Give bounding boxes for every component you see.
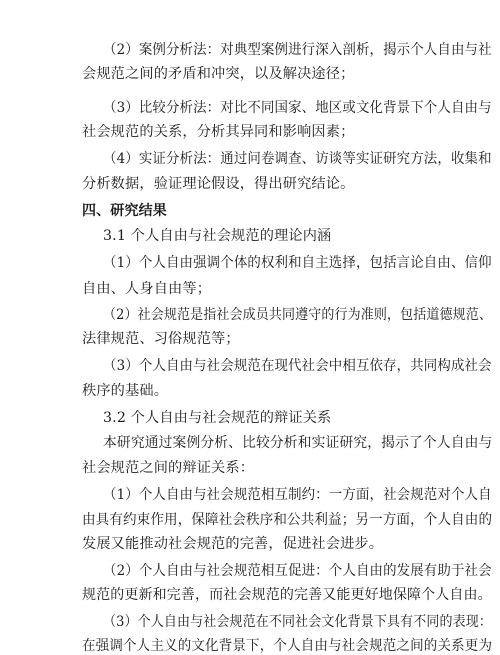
paragraph-line: 法律规范、习俗规范等；: [82, 331, 240, 347]
subsection-heading: 3.2 个人自由与社会规范的辩证关系: [103, 410, 332, 426]
paragraph-line: 自由、人身自由等；: [82, 281, 212, 297]
paragraph-line: 由具有约束作用，保障社会秩序和公共利益；另一方面，个人自由的: [82, 512, 493, 528]
paragraph-line: 会规范之间的矛盾和冲突，以及解决途径；: [82, 66, 355, 82]
paragraph-line: （2）个人自由与社会规范相互促进：个人自由的发展有助于社会: [103, 563, 492, 579]
subsection-heading: 3.1 个人自由与社会规范的理论内涵: [103, 228, 332, 244]
paragraph-line: 分析数据，验证理论假设，得出研究结论。: [82, 176, 355, 192]
paragraph-line: 规范的更新和完善，而社会规范的完善又能更好地保障个人自由。: [82, 587, 492, 603]
paragraph-line: 社会规范之间的辩证关系：: [82, 460, 255, 476]
paragraph-line: 秩序的基础。: [82, 383, 169, 399]
paragraph-line: （3）个人自由与社会规范在不同社会文化背景下具有不同的表现：: [103, 614, 492, 630]
paragraph-line: （3）个人自由与社会规范在现代社会中相互依存，共同构成社会: [103, 358, 492, 374]
section-heading: 四、研究结果: [82, 203, 167, 219]
paragraph-line: 在强调个人主义的文化背景下，个人自由与社会规范之间的关系更为: [82, 638, 493, 654]
paragraph-line: （4）实证分析法：通过问卷调查、访谈等实证研究方法，收集和: [103, 151, 492, 167]
paragraph-line: （3）比较分析法：对比不同国家、地区或文化背景下个人自由与: [103, 100, 492, 116]
paragraph-line: 发展又能推动社会规范的完善，促进社会进步。: [82, 536, 384, 552]
paragraph-line: （1）个人自由与社会规范相互制约：一方面，社会规范对个人自: [103, 487, 492, 503]
paragraph-line: （1）个人自由强调个体的权利和自主选择，包括言论自由、信仰: [103, 255, 492, 271]
paragraph-line: （2）案例分析法：对典型案例进行深入剖析，揭示个人自由与社: [103, 42, 492, 58]
paragraph-line: 社会规范的关系，分析其异同和影响因素；: [82, 124, 355, 140]
paragraph-line: （2）社会规范是指社会成员共同遵守的行为准则，包括道德规范、: [103, 307, 492, 323]
paragraph-line: 本研究通过案例分析、比较分析和实证研究，揭示了个人自由与: [103, 435, 493, 451]
